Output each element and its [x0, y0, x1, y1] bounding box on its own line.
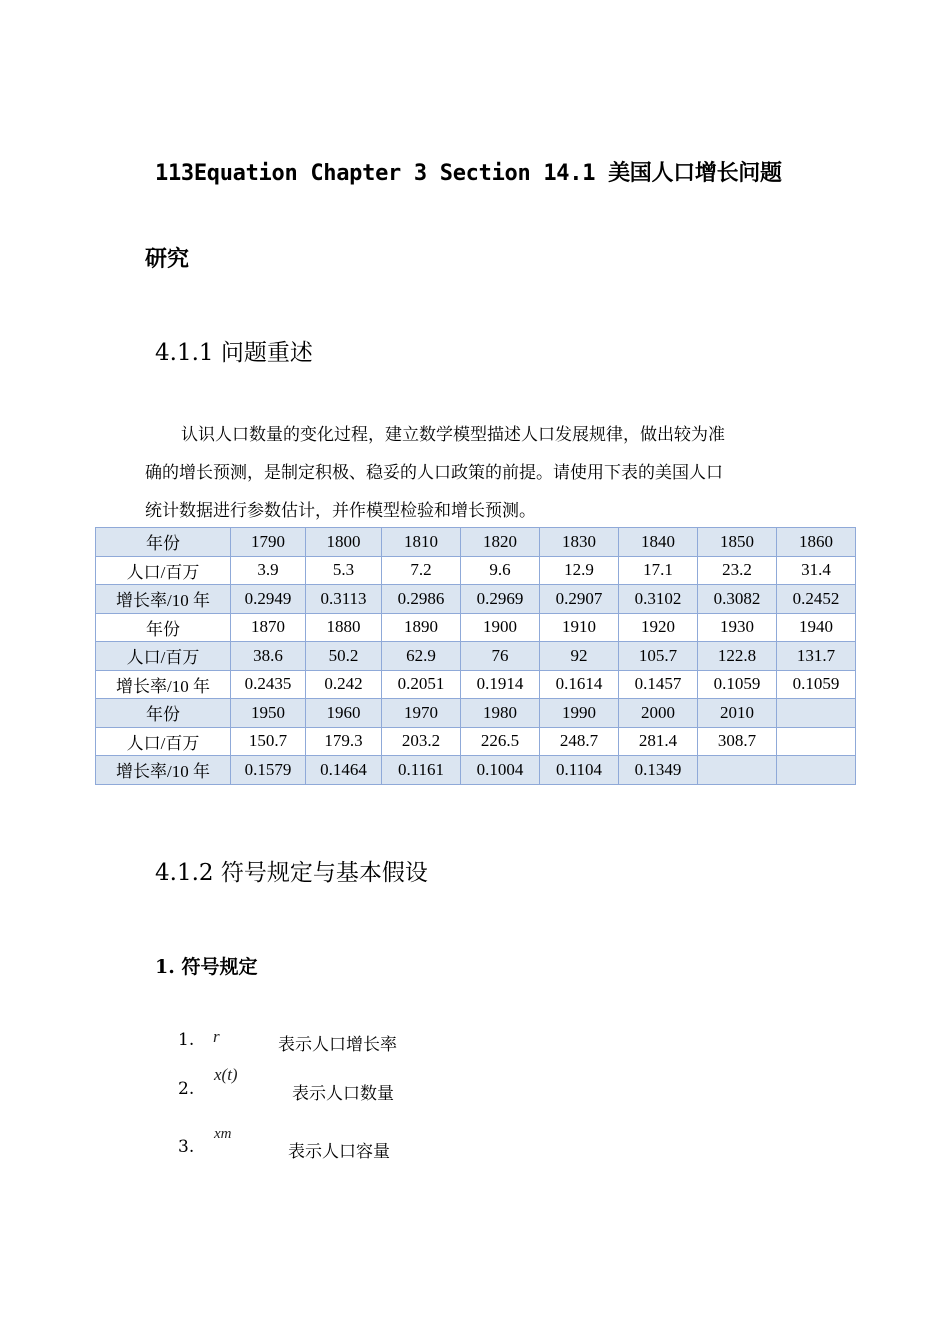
list-number: 3.: [178, 1137, 195, 1157]
table-row: [96, 670, 856, 699]
table-cell: 0.2051: [382, 670, 461, 699]
table-cell: 31.4: [777, 556, 856, 585]
section-heading-problem-restatement: 4.1.1 问题重述: [155, 340, 313, 366]
paragraph-line: 认识人口数量的变化过程，建立数学模型描述人口发展规律，做出较为准: [181, 425, 725, 445]
table-cell: 308.7: [698, 727, 777, 756]
symbol-variable: r: [213, 1027, 220, 1046]
table-cell: 2010: [698, 699, 777, 728]
table-row: [96, 642, 856, 671]
symbol-variable: xm: [214, 1126, 232, 1142]
symbol-variable: x(t): [214, 1065, 238, 1084]
symbol-description: 表示人口容量: [288, 1142, 390, 1162]
table-cell: 62.9: [382, 642, 461, 671]
row-header-cell: 人口/百万: [96, 642, 231, 671]
table-cell: 92: [540, 642, 619, 671]
table-cell: 1830: [540, 528, 619, 557]
table-row: [96, 613, 856, 642]
table-cell: [777, 756, 856, 785]
table-cell: 0.2435: [231, 670, 306, 699]
table-cell: 0.1579: [231, 756, 306, 785]
table-cell: 1850: [698, 528, 777, 557]
row-header-cell: 增长率/10 年: [96, 670, 231, 699]
table-cell: 105.7: [619, 642, 698, 671]
row-header-cell: 人口/百万: [96, 556, 231, 585]
table-cell: 50.2: [306, 642, 382, 671]
table-cell: 1980: [461, 699, 540, 728]
table-cell: 0.1104: [540, 756, 619, 785]
table-cell: 1810: [382, 528, 461, 557]
table-cell: 0.3082: [698, 585, 777, 614]
table-cell: 5.3: [306, 556, 382, 585]
table-cell: 0.1161: [382, 756, 461, 785]
row-header-cell: 年份: [96, 613, 231, 642]
table-cell: 0.1614: [540, 670, 619, 699]
table-row: [96, 727, 856, 756]
table-cell: 0.3113: [306, 585, 382, 614]
table-cell: 1930: [698, 613, 777, 642]
table-cell: 1880: [306, 613, 382, 642]
table-cell: [777, 699, 856, 728]
table-cell: 1860: [777, 528, 856, 557]
paragraph-line: 确的增长预测，是制定积极、稳妥的人口政策的前提。请使用下表的美国人口: [145, 463, 723, 483]
section-heading-symbols-assumptions: 4.1.2 符号规定与基本假设: [155, 860, 428, 886]
chapter-heading-continuation: 研究: [145, 246, 190, 272]
table-cell: 179.3: [306, 727, 382, 756]
table-cell: 248.7: [540, 727, 619, 756]
row-header-cell: 增长率/10 年: [96, 585, 231, 614]
table-cell: 9.6: [461, 556, 540, 585]
list-number: 1.: [178, 1030, 195, 1050]
table-cell: 1890: [382, 613, 461, 642]
table-cell: 150.7: [231, 727, 306, 756]
table-cell: 76: [461, 642, 540, 671]
table-cell: 0.2986: [382, 585, 461, 614]
table-cell: 7.2: [382, 556, 461, 585]
list-number: 2.: [178, 1079, 195, 1099]
row-header-cell: 增长率/10 年: [96, 756, 231, 785]
table-cell: 12.9: [540, 556, 619, 585]
table-cell: 1910: [540, 613, 619, 642]
table-cell: [698, 756, 777, 785]
table-cell: 0.1059: [698, 670, 777, 699]
table-cell: 1990: [540, 699, 619, 728]
problem-paragraph: [145, 416, 810, 530]
table-cell: 1870: [231, 613, 306, 642]
table-cell: 2000: [619, 699, 698, 728]
table-cell: 0.2949: [231, 585, 306, 614]
table-cell: 0.1349: [619, 756, 698, 785]
table-cell: 1940: [777, 613, 856, 642]
row-header-cell: 年份: [96, 699, 231, 728]
table-row: [96, 699, 856, 728]
table-cell: 0.1457: [619, 670, 698, 699]
subsection-heading-symbols: 1. 符号规定: [155, 956, 258, 978]
table-cell: 1920: [619, 613, 698, 642]
table-cell: 0.2907: [540, 585, 619, 614]
table-cell: 0.1059: [777, 670, 856, 699]
table-cell: 0.1004: [461, 756, 540, 785]
table-cell: 1960: [306, 699, 382, 728]
symbol-description: 表示人口增长率: [278, 1035, 397, 1055]
table-cell: 1900: [461, 613, 540, 642]
chapter-heading: 113Equation Chapter 3 Section 14.1 美国人口增长问题: [155, 161, 782, 186]
table-cell: 0.3102: [619, 585, 698, 614]
table-cell: 1950: [231, 699, 306, 728]
table-row: [96, 585, 856, 614]
table-cell: 131.7: [777, 642, 856, 671]
table-cell: 1800: [306, 528, 382, 557]
table-cell: 1970: [382, 699, 461, 728]
table-cell: 122.8: [698, 642, 777, 671]
table-cell: 38.6: [231, 642, 306, 671]
table-cell: 281.4: [619, 727, 698, 756]
symbol-description: 表示人口数量: [292, 1084, 394, 1104]
table-cell: 17.1: [619, 556, 698, 585]
table-cell: 3.9: [231, 556, 306, 585]
table-row: [96, 528, 856, 557]
row-header-cell: 年份: [96, 528, 231, 557]
table-cell: 1820: [461, 528, 540, 557]
table-cell: 226.5: [461, 727, 540, 756]
table-cell: [777, 727, 856, 756]
table-cell: 0.242: [306, 670, 382, 699]
row-header-cell: 人口/百万: [96, 727, 231, 756]
table-row: [96, 756, 856, 785]
table-cell: 23.2: [698, 556, 777, 585]
paragraph-line: 统计数据进行参数估计，并作模型检验和增长预测。: [145, 501, 536, 521]
population-table: [95, 527, 856, 785]
table-cell: 203.2: [382, 727, 461, 756]
table-cell: 1790: [231, 528, 306, 557]
table-cell: 0.1914: [461, 670, 540, 699]
table-cell: 0.1464: [306, 756, 382, 785]
table-row: [96, 556, 856, 585]
table-cell: 0.2969: [461, 585, 540, 614]
table-cell: 1840: [619, 528, 698, 557]
table-cell: 0.2452: [777, 585, 856, 614]
